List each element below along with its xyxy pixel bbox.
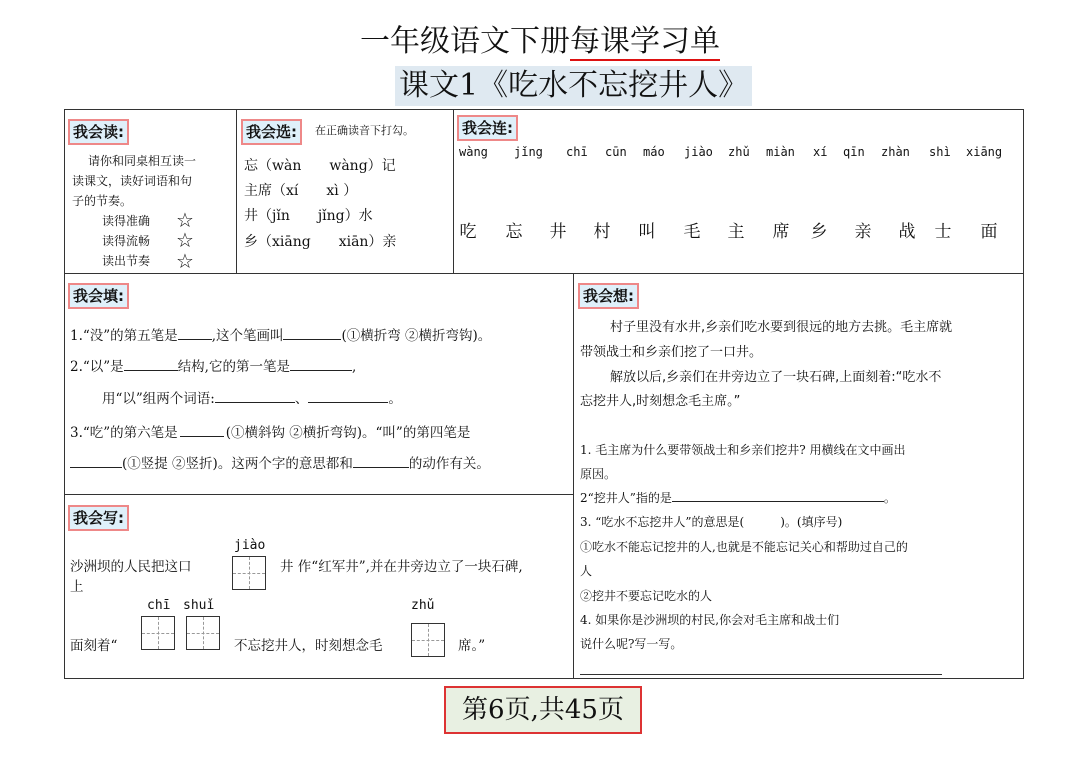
- fill-blank[interactable]: [70, 454, 122, 468]
- fill-blank[interactable]: [283, 326, 341, 340]
- fill-text: 1.“没”的第五笔是: [70, 328, 178, 344]
- connect-pinyin[interactable]: shì: [929, 145, 951, 159]
- fill-label: 我会填:: [68, 283, 129, 309]
- fill-blank[interactable]: [124, 357, 178, 371]
- fill-text: (①横折弯 ②横折弯钩)。: [341, 328, 492, 344]
- connect-pinyin[interactable]: máo: [643, 145, 665, 159]
- writing-grid[interactable]: [186, 616, 220, 650]
- fill-blank[interactable]: [180, 423, 224, 437]
- write-pinyin-shui: shuǐ: [183, 598, 215, 613]
- fill-blank[interactable]: [672, 488, 884, 502]
- think-question-4b: 说什么呢?写一写。: [580, 637, 683, 651]
- fill-question-3: [70, 423, 470, 443]
- think-text: 。: [883, 491, 896, 505]
- writing-grid[interactable]: [141, 616, 175, 650]
- write-line-1-cont: 井 作“红军井”,并在井旁边立了一块石碑,: [280, 559, 523, 575]
- connect-pinyin[interactable]: zhàn: [881, 145, 910, 159]
- fill-blank[interactable]: [215, 389, 295, 403]
- connect-char[interactable]: 战: [898, 222, 916, 242]
- fill-blank[interactable]: [353, 454, 409, 468]
- connect-char[interactable]: 村: [593, 222, 611, 242]
- connect-char[interactable]: 主: [727, 222, 745, 242]
- write-label: 我会写:: [68, 505, 129, 531]
- read-item-accurate: 读得准确: [102, 214, 151, 228]
- write-line-1: 沙洲坝的人民把这口: [70, 559, 192, 575]
- connect-char[interactable]: 士: [934, 222, 952, 242]
- connect-char[interactable]: 叫: [638, 222, 656, 242]
- fill-text: ,这个笔画叫: [211, 328, 284, 344]
- read-intro-2: 读课文，读好词语和句: [72, 174, 193, 188]
- lesson-title: 课文1《吃水不忘挖井人》: [395, 66, 752, 106]
- fill-text: 2.“以”是: [70, 359, 124, 375]
- fill-text: 用“以”组两个词语:: [102, 391, 215, 407]
- write-line-2: 面刻着“: [70, 638, 118, 654]
- connect-char[interactable]: 井: [549, 222, 567, 242]
- fill-question-3-cont: [70, 454, 490, 474]
- connect-pinyin[interactable]: jǐng: [514, 145, 543, 159]
- connect-pinyin[interactable]: wàng: [459, 145, 488, 159]
- connect-char[interactable]: 面: [980, 222, 998, 242]
- choose-line-4[interactable]: 乡（xiāng xiān）亲: [244, 234, 397, 250]
- connect-char[interactable]: 席: [772, 222, 790, 242]
- think-question-2: [580, 488, 896, 508]
- connect-pinyin[interactable]: miàn: [766, 145, 795, 159]
- fill-text: 。: [388, 391, 402, 407]
- read-item-rhythm: 读出节奏: [102, 254, 151, 268]
- choose-label: 我会选:: [241, 119, 302, 145]
- connect-pinyin[interactable]: chī: [566, 145, 588, 159]
- write-pinyin-zhu: zhǔ: [411, 598, 435, 613]
- fill-text: (①横斜钩 ②横折弯钩)。“叫”的第四笔是: [225, 425, 471, 441]
- think-question-3: 3. “吃水不忘挖井人”的意思是( )。(填序号): [580, 515, 843, 529]
- write-pinyin-jiao: jiào: [234, 538, 266, 553]
- connect-char[interactable]: 乡: [810, 222, 828, 242]
- fill-text: ,: [351, 359, 357, 375]
- fill-text: 3.“吃”的第六笔是: [70, 425, 178, 441]
- title-highlight: 每课学习单: [570, 24, 720, 59]
- think-question-1: 1. 毛主席为什么要带领战士和乡亲们挖井? 用横线在文中画出: [580, 443, 906, 457]
- write-pinyin-chi: chī: [147, 598, 171, 613]
- read-item-fluent: 读得流畅: [102, 234, 151, 248]
- think-option-2[interactable]: ②挖井不要忘记吃水的人: [580, 589, 713, 603]
- think-passage-1b: 带领战士和乡亲们挖了一口井。: [580, 345, 763, 360]
- connect-pinyin[interactable]: qīn: [843, 145, 865, 159]
- read-intro-3: 子的节奏。: [72, 194, 133, 208]
- fill-text: 结构,它的第一笔是: [177, 359, 290, 375]
- write-line-1-end: 上: [70, 579, 84, 595]
- connect-pinyin[interactable]: zhǔ: [728, 145, 750, 159]
- fill-blank[interactable]: [290, 357, 352, 371]
- think-passage-1: 村子里没有水井,乡亲们吃水要到很远的地方去挑。毛主席就: [610, 320, 953, 335]
- think-passage-2: 解放以后,乡亲们在井旁边立了一块石碑,上面刻着:“吃水不: [610, 370, 942, 385]
- connect-char[interactable]: 忘: [505, 222, 523, 242]
- fill-question-1: [70, 326, 491, 346]
- writing-grid[interactable]: [232, 556, 266, 590]
- write-line-2-cont: 不忘挖井人，时刻想念毛: [234, 638, 383, 654]
- choose-line-1[interactable]: 忘（wàn wàng）记: [244, 158, 396, 174]
- connect-pinyin[interactable]: cūn: [605, 145, 627, 159]
- fill-question-2-words: [102, 389, 402, 409]
- read-label: 我会读:: [68, 119, 129, 145]
- read-intro-1: 请你和同桌相互读一: [88, 154, 197, 168]
- think-option-1[interactable]: ①吃水不能忘记挖井的人,也就是不能忘记关心和帮助过自己的: [580, 540, 908, 554]
- star-icon[interactable]: ☆: [176, 208, 194, 232]
- page-indicator: 第6页,共45页: [444, 686, 642, 734]
- think-passage-2b: 忘挖井人,时刻想念毛主席。”: [580, 394, 741, 409]
- write-line-2-end: 席。”: [458, 638, 486, 654]
- fill-question-2: [70, 357, 356, 377]
- connect-label: 我会连:: [457, 115, 518, 141]
- fill-blank[interactable]: [308, 389, 388, 403]
- connect-pinyin[interactable]: xí: [813, 145, 828, 159]
- writing-grid[interactable]: [411, 623, 445, 657]
- choose-line-3[interactable]: 井（jǐn jǐng）水: [244, 208, 373, 224]
- fill-text: 、: [294, 391, 309, 407]
- answer-line[interactable]: [580, 674, 942, 675]
- fill-text: (①竖提 ②竖折)。这两个字的意思都和: [122, 456, 353, 472]
- worksheet-title: [0, 16, 1080, 60]
- connect-char[interactable]: 吃: [459, 222, 477, 242]
- connect-pinyin[interactable]: jiào: [684, 145, 713, 159]
- think-label: 我会想:: [578, 283, 639, 309]
- connect-pinyin[interactable]: xiāng: [966, 145, 1003, 159]
- choose-hint: 在正确读音下打勾。: [315, 124, 414, 137]
- star-icon[interactable]: ☆: [176, 249, 194, 273]
- title-prefix: 一年级语文下册: [360, 24, 570, 59]
- connect-char[interactable]: 毛: [683, 222, 701, 242]
- think-question-4: 4. 如果你是沙洲坝的村民,你会对毛主席和战士们: [580, 613, 840, 627]
- fill-blank[interactable]: [178, 326, 212, 340]
- think-option-1b: 人: [580, 564, 593, 578]
- think-question-1b: 原因。: [580, 467, 617, 481]
- choose-line-2[interactable]: 主席（xí xì ）: [244, 183, 358, 199]
- star-icon[interactable]: ☆: [176, 228, 194, 252]
- connect-char[interactable]: 亲: [854, 222, 872, 242]
- fill-text: 的动作有关。: [408, 456, 490, 472]
- think-text: 2“挖井人”指的是: [580, 491, 672, 505]
